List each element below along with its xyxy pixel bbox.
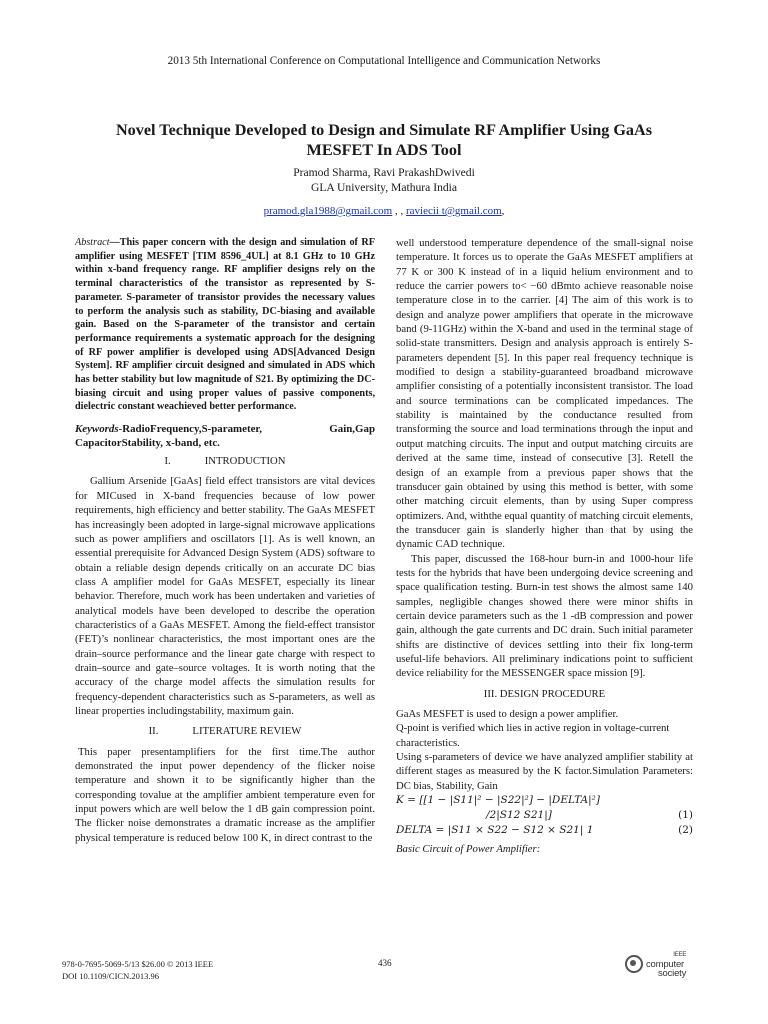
logo-ieee-text: IEEE [673, 951, 687, 958]
section-number: II. [148, 725, 159, 738]
author-block [0, 165, 768, 195]
keywords [75, 422, 375, 450]
section-heading-design: III. DESIGN PROCEDURE [483, 687, 606, 700]
abstract [75, 236, 375, 414]
equation-1-line-1: K = [[1 − |S11|² − |S22|²] − |DELTA|²] [396, 794, 600, 807]
title-line-2: MESFET In ADS Tool [306, 141, 462, 159]
equation-2 [396, 823, 693, 838]
paper-title [90, 120, 678, 160]
design-line-2: Q-point is verified which lies in active region in voltage-current characteristics. [396, 722, 670, 749]
burn-in-paragraph: This paper, discussed the 168-hour burn-in and 1000-hour life tests for the hybrids that have been undergoing device screening and space qualification testing. Burn-in test shows the almost same 140 samples, negligible changes showed there were minor shifts in certain device parameters such as the 1 -dB compression and power gain, although the gate currents and DC drain. Such initial parameter shifts are distinctive of devices settling into their fix long-term useful-life behaviors. All preliminary indications point to sufficient device reliability for the MESSENGER space mission [9]. [396, 552, 693, 680]
section-heading-literature [75, 724, 375, 738]
abstract-text: —This paper concern with the design and simulation of RF amplifier using MESFET [TIM 8596_4UL] at 8.1 GHz to 10 GHz within x-band frequency range. RF amplifier designs rely on the terminal characteristics of the transistor as represented by S-parameter. S-parameter of transistor provides the necessary values to perform the analysis such as stability, DC-biasing and available gain. Based on the S-parameter of the transistor and certain performance requirements a systematic approach for the designing of RF power amplifier is developed using ADS[Advanced Design System]. RF amplifier circuit designed and simulated in ADS which has better stability but low magnitude of S21. By optimizing the DC-biasing circuit and using proper values of passive components, dielectric constant weachieved better performance. [75, 237, 375, 413]
keywords-lead: Keywords- [75, 423, 123, 436]
society-logo-icon [625, 955, 643, 973]
logo-line-1: computer [646, 958, 685, 970]
computer-society-logo [625, 950, 705, 978]
equation-2-number: (2) [678, 824, 693, 837]
section-title: LITERATURE REVIEW [192, 725, 302, 738]
footer-isbn: 978-0-7695-5069-5/13 $26.00 © 2013 IEEE [62, 959, 214, 969]
design-line-1: GaAs MESFET is used to design a power amplifier. [396, 708, 619, 720]
footer-doi: DOI 10.1109/CICN.2013.96 [62, 971, 159, 981]
title-line-1: Novel Technique Developed to Design and Simulate RF Amplifier Using GaAs [115, 121, 653, 139]
literature-continued-paragraph: well understood temperature dependence of the small-signal noise temperature. It forces us to operate the GaAs MESFET amplifiers at 77 K or 300 K instead of in a liquid helium environment and to reduce the carrier powers to< −60 dBmto achieve reasonable noise temperature close in to the carrier. [4] The aim of this work is to design and analyze power amplifiers that operate in the microwave band (9-11GHz) within the X-band and used in the terminal stage of solid-state transmitters. Design and analysis approach is entirely S-parameters dependent [5]. In this paper real frequency technique is modified to design a stability-guaranteed broadband microwave amplifier consisting of a potentially inconsistent transistor. The load and source terminations can be complicated impedances. The stability is maintained by the conductance resulted from transforming the source and load terminations through the input and output matching circuits. The input and output matching circuits are derived at the same time, instead of consecutive [3]. Retell the design of an example from a previous paper shows that the transducer gain obtained by using this method is better, with some other matching circuit elements, than by using Super compress optimizers. And, withthe equal quantity of matching circuit elements, the transducer gain is slanderly higher than that by using the dynamic CAD technique. [396, 237, 693, 551]
abstract-lead: Abstract [75, 237, 110, 248]
equation-1-number: (1) [678, 809, 693, 822]
email-separator: , , [395, 205, 404, 217]
left-column [75, 236, 375, 845]
email-link-2[interactable]: raviecii t@gmail.com [406, 205, 502, 217]
literature-paragraph: This paper presentamplifiers for the first time.The author demonstrated the input power dependency of the flicker noise temperature and shown it to be significantly higher than the corresponding tovalue at the amplifier ambient temperature even for input powers which are well below the 1 dB gain compression point. The flicker noise demonstrates a dramatic increase as the amplifier physical temperature is reduced below 100 K, in direct contrast to the [75, 745, 375, 844]
author-names: Pramod Sharma, Ravi PrakashDwivedi [293, 166, 475, 179]
right-column [396, 236, 693, 856]
conference-header: 2013 5th International Conference on Computational Intelligence and Communication Networks [167, 55, 601, 67]
section-heading-introduction [75, 454, 375, 468]
page-number: 436 [378, 958, 392, 968]
logo-line-2: society [658, 967, 687, 979]
intro-paragraph: Gallium Arsenide [GaAs] field effect transistors are vital devices for MICused in X-band frequencies because of low power requirements, high efficiency and better stability. The GaAs MESFET has increasingly been adopted in large-signal microwave applications such as power amplifiers and oscillators [1]. As is well known, an essential prerequisite for Advanced Design System (ADS) software to obtain a reliable design depends critically on an accurate DC bias class A amplifier model for GaAs MESFET, especially its linear behavior. Therefore, much work has been undertaken and varieties of analytical models have been developed to describe the operation characteristics of a GaAs MESFET. Among the field-effect transistor (FET)’s nonlinear characteristics, the most important ones are the drain–source performance and the linear gate charge with respect to drain–source and gate–source voltages. It is worth noting that the accuracy of the charge model affects the simulation results for frequency-dependent characteristics such as S-parameters, as well as linear properties includingstability, maximum gain. [75, 475, 375, 717]
equation-1 [396, 793, 693, 823]
email-line: pramod.gla1988@gmail.com , , raviecii t@gmail.com, [263, 205, 505, 217]
figure-caption: Basic Circuit of Power Amplifier: [396, 843, 541, 856]
keywords-text: RadioFrequency,S-parameter, Gain,Gap CapacitorStability, x-band, etc. [75, 423, 375, 450]
section-title: INTRODUCTION [204, 455, 286, 468]
design-line-3: Using s-parameters of device we have analyzed amplifier stability at different stages as measured by the K factor.Simulation Parameters: DC bias, Stability, Gain [396, 751, 693, 792]
email-link-1[interactable]: pramod.gla1988@gmail.com [263, 205, 393, 217]
section-number: I. [164, 455, 171, 468]
equation-2-body: DELTA = |S11 × S22 − S12 × S21| 1 [396, 824, 594, 837]
footer-publication-info [62, 958, 213, 982]
affiliation: GLA University, Mathura India [310, 181, 458, 194]
equation-1-line-2: /2|S12 S21|] [486, 809, 552, 822]
